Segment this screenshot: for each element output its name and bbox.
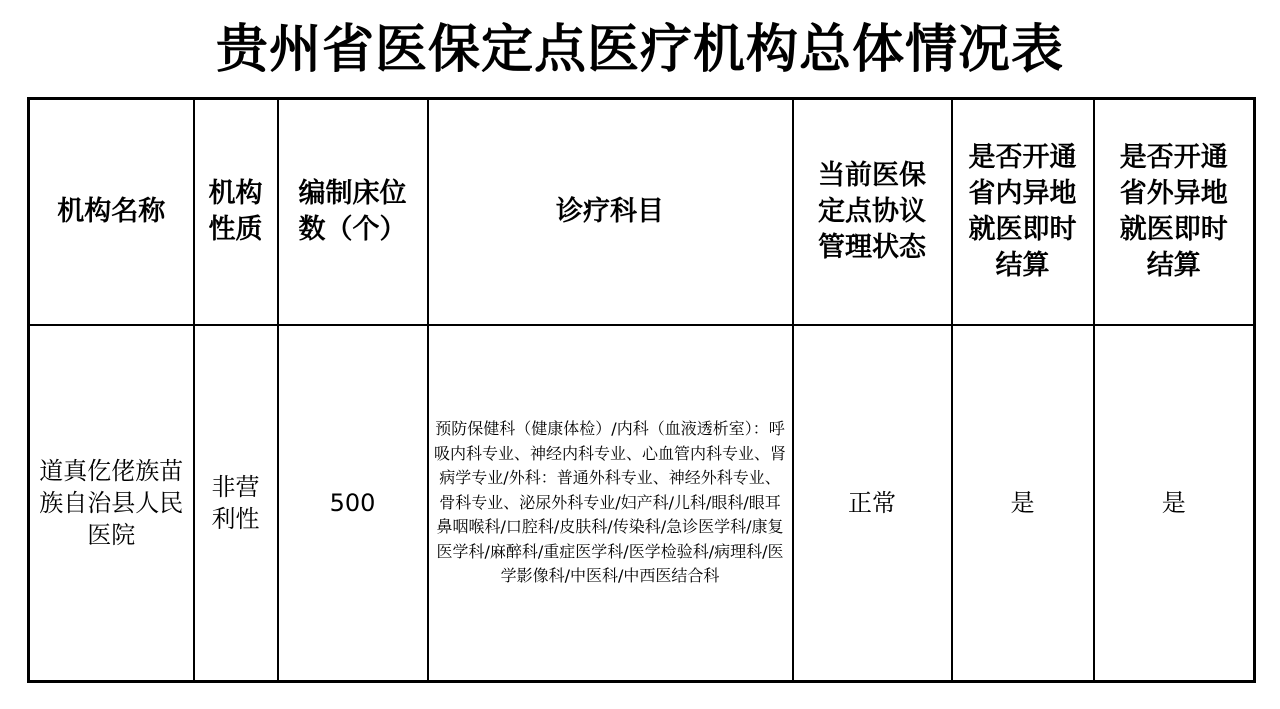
header-status-label: 当前医保定点协议管理状态 — [818, 159, 926, 263]
cell-status — [793, 325, 952, 682]
page-title: 贵州省医保定点医疗机构总体情况表 — [215, 20, 1064, 80]
cell-name — [29, 325, 194, 682]
agreement-status: 正常 — [848, 488, 896, 517]
header-row — [29, 99, 1255, 325]
header-cell-name — [29, 99, 194, 325]
table-row — [29, 325, 1255, 682]
header-name-label: 机构名称 — [57, 195, 166, 227]
cell-in-province — [952, 325, 1094, 682]
header-cell-out-province — [1094, 99, 1255, 325]
header-in-province-label: 是否开通省内异地就医即时结算 — [968, 141, 1077, 281]
cell-departments — [428, 325, 793, 682]
institution-name: 道真仡佬族苗族自治县人民医院 — [39, 456, 184, 549]
header-cell-departments — [428, 99, 793, 325]
institution-nature: 非营利性 — [211, 472, 260, 533]
header-cell-status — [793, 99, 952, 325]
department-list: 预防保健科（健康体检）/内科（血液透析室）：呼吸内科专业、神经内科专业、心血管内科专业、肾病学专业/外科：普通外科专业、神经外科专业、骨科专业、泌尿外科专业/妇产科/儿科/眼科/眼耳鼻咽喉科/口腔科/皮肤科/传染科/急诊医学科/康复医学科/麻醉科/重症医学科/医学检验科/病理科/医学影像科/中医科/中西医结合科 — [433, 419, 786, 585]
header-out-province-label: 是否开通省外异地就医即时结算 — [1119, 141, 1228, 281]
institution-info-table — [27, 97, 1256, 683]
header-nature-label: 机构性质 — [208, 177, 263, 245]
header-beds-label: 编制床位数（个） — [298, 177, 407, 245]
cell-out-province — [1094, 325, 1255, 682]
out-province-settlement: 是 — [1161, 488, 1186, 517]
header-cell-beds — [278, 99, 428, 325]
header-cell-nature — [194, 99, 278, 325]
cell-beds — [278, 325, 428, 682]
header-cell-in-province — [952, 99, 1094, 325]
in-province-settlement: 是 — [1010, 488, 1035, 517]
cell-nature — [194, 325, 278, 682]
header-departments-label: 诊疗科目 — [556, 195, 664, 227]
bed-count: 500 — [329, 488, 376, 517]
